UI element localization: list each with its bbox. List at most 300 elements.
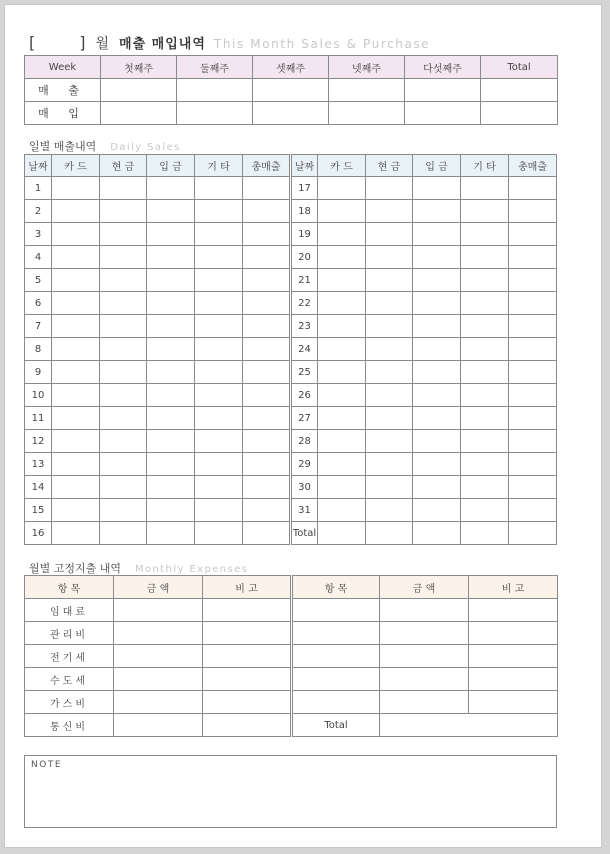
daily-amount-cell[interactable]	[195, 522, 243, 545]
daily-amount-cell[interactable]	[100, 499, 147, 522]
daily-amount-cell[interactable]	[243, 476, 291, 499]
expenses-header-remark: 비 고	[469, 576, 558, 599]
daily-amount-cell[interactable]	[147, 292, 195, 315]
daily-row	[25, 384, 557, 407]
daily-header-card: 카 드	[52, 155, 100, 177]
daily-amount-cell[interactable]	[147, 407, 195, 430]
expense-item-cell[interactable]	[292, 645, 380, 668]
daily-amount-cell[interactable]	[52, 223, 100, 246]
daily-header-cash: 현 금	[100, 155, 147, 177]
daily-amount-cell[interactable]	[461, 499, 509, 522]
day-number: 28	[291, 430, 318, 453]
daily-amount-cell[interactable]	[100, 407, 147, 430]
day-number: 25	[291, 361, 318, 384]
day-number: 27	[291, 407, 318, 430]
daily-amount-cell[interactable]	[413, 430, 461, 453]
daily-amount-cell[interactable]	[195, 476, 243, 499]
expenses-header-amount: 금 액	[114, 576, 203, 599]
daily-amount-cell[interactable]	[243, 200, 291, 223]
daily-amount-cell[interactable]	[509, 200, 557, 223]
daily-amount-cell[interactable]	[509, 292, 557, 315]
day-number: 13	[25, 453, 52, 476]
daily-amount-cell[interactable]	[52, 430, 100, 453]
daily-amount-cell[interactable]	[100, 453, 147, 476]
daily-amount-cell[interactable]	[461, 453, 509, 476]
day-number: 21	[291, 269, 318, 292]
summary-amount-cell[interactable]	[177, 102, 253, 125]
daily-row	[25, 200, 557, 223]
daily-amount-cell[interactable]	[509, 223, 557, 246]
daily-amount-cell[interactable]	[413, 269, 461, 292]
expenses-section-heading	[29, 560, 248, 576]
daily-amount-cell[interactable]	[100, 246, 147, 269]
daily-amount-cell[interactable]	[318, 384, 366, 407]
daily-amount-cell[interactable]	[461, 430, 509, 453]
daily-amount-cell[interactable]	[147, 246, 195, 269]
expenses-header-row	[25, 576, 558, 599]
daily-amount-cell[interactable]	[195, 384, 243, 407]
daily-amount-cell[interactable]	[100, 338, 147, 361]
daily-amount-cell[interactable]	[366, 361, 413, 384]
expense-amount-cell[interactable]	[380, 599, 469, 622]
summary-header-row	[25, 56, 558, 79]
daily-amount-cell[interactable]	[509, 499, 557, 522]
daily-row	[25, 522, 557, 545]
expense-remark-cell[interactable]	[203, 714, 292, 737]
daily-header-row	[25, 155, 557, 177]
day-number: 12	[25, 430, 52, 453]
daily-amount-cell[interactable]	[195, 246, 243, 269]
monthly-expenses-table	[24, 575, 558, 737]
daily-row	[25, 430, 557, 453]
daily-amount-cell[interactable]	[52, 453, 100, 476]
daily-row	[25, 476, 557, 499]
daily-amount-cell[interactable]	[318, 476, 366, 499]
daily-amount-cell[interactable]	[366, 476, 413, 499]
expense-remark-cell[interactable]	[203, 668, 292, 691]
title-english: This Month Sales & Purchase	[213, 37, 431, 51]
daily-amount-cell[interactable]	[509, 453, 557, 476]
day-number: 18	[291, 200, 318, 223]
daily-amount-cell[interactable]	[52, 177, 100, 200]
note-label: NOTE	[31, 760, 63, 770]
daily-amount-cell[interactable]	[413, 384, 461, 407]
day-number: 30	[291, 476, 318, 499]
daily-sales-table	[24, 154, 557, 545]
expense-total-cell[interactable]	[380, 714, 558, 737]
daily-amount-cell[interactable]	[413, 338, 461, 361]
daily-amount-cell[interactable]	[147, 499, 195, 522]
day-number: 5	[25, 269, 52, 292]
daily-amount-cell[interactable]	[243, 338, 291, 361]
daily-amount-cell[interactable]	[147, 269, 195, 292]
expense-amount-cell[interactable]	[114, 668, 203, 691]
daily-amount-cell[interactable]	[318, 177, 366, 200]
daily-amount-cell[interactable]	[461, 522, 509, 545]
daily-amount-cell[interactable]	[52, 384, 100, 407]
expense-amount-cell[interactable]	[380, 622, 469, 645]
expense-remark-cell[interactable]	[469, 668, 558, 691]
daily-amount-cell[interactable]	[147, 384, 195, 407]
summary-amount-cell[interactable]	[481, 79, 558, 102]
daily-row	[25, 177, 557, 200]
daily-amount-cell[interactable]	[366, 522, 413, 545]
expense-row	[25, 622, 558, 645]
expense-item-label: 전기세	[25, 645, 114, 668]
daily-amount-cell[interactable]	[147, 223, 195, 246]
daily-amount-cell[interactable]	[243, 269, 291, 292]
daily-amount-cell[interactable]	[100, 315, 147, 338]
expenses-heading-korean: 월별 고정지출 내역	[29, 562, 122, 575]
daily-header-date: 날짜	[25, 155, 52, 177]
daily-amount-cell[interactable]	[413, 499, 461, 522]
daily-amount-cell[interactable]	[413, 522, 461, 545]
daily-row	[25, 361, 557, 384]
daily-amount-cell[interactable]	[366, 430, 413, 453]
day-number: 17	[291, 177, 318, 200]
daily-amount-cell[interactable]	[509, 361, 557, 384]
daily-row	[25, 499, 557, 522]
daily-amount-cell[interactable]	[147, 315, 195, 338]
day-number: 19	[291, 223, 318, 246]
daily-amount-cell[interactable]	[318, 522, 366, 545]
day-number: 3	[25, 223, 52, 246]
day-number: 11	[25, 407, 52, 430]
daily-amount-cell[interactable]	[461, 476, 509, 499]
daily-row	[25, 338, 557, 361]
daily-amount-cell[interactable]	[243, 499, 291, 522]
daily-amount-cell[interactable]	[195, 315, 243, 338]
daily-amount-cell[interactable]	[318, 315, 366, 338]
daily-amount-cell[interactable]	[195, 499, 243, 522]
daily-amount-cell[interactable]	[100, 200, 147, 223]
day-number: 1	[25, 177, 52, 200]
daily-header-deposit: 입 금	[147, 155, 195, 177]
daily-amount-cell[interactable]	[366, 338, 413, 361]
expense-row	[25, 691, 558, 714]
daily-amount-cell[interactable]	[195, 430, 243, 453]
summary-row	[25, 102, 558, 125]
daily-amount-cell[interactable]	[147, 430, 195, 453]
expense-remark-cell[interactable]	[203, 691, 292, 714]
daily-amount-cell[interactable]	[243, 315, 291, 338]
daily-amount-cell[interactable]	[366, 177, 413, 200]
summary-amount-cell[interactable]	[481, 102, 558, 125]
daily-amount-cell[interactable]	[52, 292, 100, 315]
daily-amount-cell[interactable]	[413, 315, 461, 338]
day-number: 10	[25, 384, 52, 407]
daily-amount-cell[interactable]	[509, 407, 557, 430]
day-number: 6	[25, 292, 52, 315]
daily-amount-cell[interactable]	[195, 407, 243, 430]
daily-amount-cell[interactable]	[413, 453, 461, 476]
expense-remark-cell[interactable]	[469, 622, 558, 645]
expense-amount-cell[interactable]	[380, 691, 469, 714]
daily-amount-cell[interactable]	[195, 223, 243, 246]
daily-amount-cell[interactable]	[413, 246, 461, 269]
daily-amount-cell[interactable]	[195, 361, 243, 384]
daily-amount-cell[interactable]	[509, 246, 557, 269]
daily-row	[25, 292, 557, 315]
daily-amount-cell[interactable]	[100, 384, 147, 407]
daily-amount-cell[interactable]	[413, 200, 461, 223]
daily-amount-cell[interactable]	[195, 292, 243, 315]
expenses-header-amount: 금 액	[380, 576, 469, 599]
expense-row	[25, 668, 558, 691]
daily-amount-cell[interactable]	[243, 453, 291, 476]
expenses-header-item: 항 목	[292, 576, 380, 599]
daily-amount-cell[interactable]	[461, 223, 509, 246]
daily-amount-cell[interactable]	[413, 361, 461, 384]
daily-header-deposit: 입 금	[413, 155, 461, 177]
day-number: 2	[25, 200, 52, 223]
daily-amount-cell[interactable]	[100, 430, 147, 453]
weekly-summary-table	[24, 55, 558, 125]
daily-amount-cell[interactable]	[413, 407, 461, 430]
daily-header-cash: 현 금	[366, 155, 413, 177]
daily-amount-cell[interactable]	[509, 430, 557, 453]
expense-row	[25, 714, 558, 737]
daily-section-heading	[29, 138, 181, 154]
daily-amount-cell[interactable]	[243, 522, 291, 545]
daily-amount-cell[interactable]	[318, 361, 366, 384]
summary-amount-cell[interactable]	[329, 102, 405, 125]
day-number: 14	[25, 476, 52, 499]
expense-item-label: 수도세	[25, 668, 114, 691]
daily-amount-cell[interactable]	[366, 292, 413, 315]
day-number: 15	[25, 499, 52, 522]
daily-amount-cell[interactable]	[461, 338, 509, 361]
expenses-heading-english: Monthly Expenses	[135, 564, 249, 575]
day-number: 20	[291, 246, 318, 269]
day-number: 24	[291, 338, 318, 361]
daily-amount-cell[interactable]	[366, 384, 413, 407]
daily-amount-cell[interactable]	[318, 407, 366, 430]
summary-header-week1: 첫째주	[101, 56, 177, 79]
summary-amount-cell[interactable]	[405, 102, 481, 125]
daily-amount-cell[interactable]	[461, 177, 509, 200]
expense-amount-cell[interactable]	[380, 645, 469, 668]
daily-amount-cell[interactable]	[318, 338, 366, 361]
daily-amount-cell[interactable]	[147, 361, 195, 384]
daily-amount-cell[interactable]	[195, 200, 243, 223]
daily-amount-cell[interactable]	[195, 177, 243, 200]
daily-amount-cell[interactable]	[461, 361, 509, 384]
daily-row	[25, 453, 557, 476]
daily-amount-cell[interactable]	[243, 177, 291, 200]
expense-item-label: 관리비	[25, 622, 114, 645]
daily-amount-cell[interactable]	[195, 453, 243, 476]
daily-amount-cell[interactable]	[366, 223, 413, 246]
daily-amount-cell[interactable]	[318, 453, 366, 476]
daily-amount-cell[interactable]	[509, 315, 557, 338]
daily-amount-cell[interactable]	[243, 384, 291, 407]
daily-amount-cell[interactable]	[52, 269, 100, 292]
daily-amount-cell[interactable]	[195, 338, 243, 361]
daily-amount-cell[interactable]	[52, 522, 100, 545]
daily-amount-cell[interactable]	[100, 292, 147, 315]
daily-amount-cell[interactable]	[195, 269, 243, 292]
expense-remark-cell[interactable]	[469, 599, 558, 622]
daily-amount-cell[interactable]	[318, 200, 366, 223]
title-korean: 매출 매입내역	[119, 37, 206, 52]
daily-amount-cell[interactable]	[147, 200, 195, 223]
daily-header-total: 총매출	[509, 155, 557, 177]
summary-amount-cell[interactable]	[329, 79, 405, 102]
daily-amount-cell[interactable]	[461, 246, 509, 269]
daily-amount-cell[interactable]	[243, 223, 291, 246]
daily-amount-cell[interactable]	[509, 338, 557, 361]
summary-header-week3: 셋째주	[253, 56, 329, 79]
daily-row	[25, 223, 557, 246]
expense-amount-cell[interactable]	[114, 599, 203, 622]
daily-amount-cell[interactable]	[243, 292, 291, 315]
expense-item-cell[interactable]	[292, 691, 380, 714]
daily-amount-cell[interactable]	[243, 246, 291, 269]
expense-item-cell[interactable]	[292, 599, 380, 622]
expense-amount-cell[interactable]	[114, 691, 203, 714]
daily-amount-cell[interactable]	[52, 338, 100, 361]
day-number: 31	[291, 499, 318, 522]
expense-remark-cell[interactable]	[203, 645, 292, 668]
daily-amount-cell[interactable]	[366, 200, 413, 223]
daily-amount-cell[interactable]	[52, 200, 100, 223]
daily-amount-cell[interactable]	[366, 407, 413, 430]
daily-amount-cell[interactable]	[413, 177, 461, 200]
daily-amount-cell[interactable]	[318, 223, 366, 246]
daily-amount-cell[interactable]	[52, 361, 100, 384]
summary-amount-cell[interactable]	[405, 79, 481, 102]
daily-amount-cell[interactable]	[100, 223, 147, 246]
month-unit: 월	[95, 36, 110, 52]
expense-remark-cell[interactable]	[203, 622, 292, 645]
expense-item-cell[interactable]	[292, 622, 380, 645]
daily-amount-cell[interactable]	[366, 499, 413, 522]
daily-amount-cell[interactable]	[509, 476, 557, 499]
daily-header-other: 기 타	[195, 155, 243, 177]
daily-amount-cell[interactable]	[509, 177, 557, 200]
day-number: Total	[291, 522, 318, 545]
daily-amount-cell[interactable]	[366, 453, 413, 476]
expenses-header-item: 항 목	[25, 576, 114, 599]
daily-amount-cell[interactable]	[243, 430, 291, 453]
daily-heading-english: Daily Sales	[110, 142, 181, 153]
daily-amount-cell[interactable]	[147, 476, 195, 499]
daily-amount-cell[interactable]	[243, 361, 291, 384]
daily-amount-cell[interactable]	[318, 292, 366, 315]
daily-amount-cell[interactable]	[147, 177, 195, 200]
summary-amount-cell[interactable]	[101, 102, 177, 125]
summary-header-week5: 다섯째주	[405, 56, 481, 79]
summary-header-week4: 넷째주	[329, 56, 405, 79]
summary-amount-cell[interactable]	[101, 79, 177, 102]
summary-amount-cell[interactable]	[177, 79, 253, 102]
summary-row-label: 매 출	[25, 79, 101, 102]
daily-amount-cell[interactable]	[461, 407, 509, 430]
expense-amount-cell[interactable]	[114, 645, 203, 668]
month-bracket-open: [	[29, 33, 36, 52]
expense-amount-cell[interactable]	[114, 714, 203, 737]
daily-row	[25, 315, 557, 338]
expense-item-label: 임대료	[25, 599, 114, 622]
expense-item-cell[interactable]	[292, 668, 380, 691]
daily-amount-cell[interactable]	[100, 177, 147, 200]
daily-amount-cell[interactable]	[100, 269, 147, 292]
daily-row	[25, 269, 557, 292]
daily-amount-cell[interactable]	[52, 499, 100, 522]
document-page	[4, 4, 602, 848]
expense-amount-cell[interactable]	[380, 668, 469, 691]
expense-remark-cell[interactable]	[469, 645, 558, 668]
day-number: 26	[291, 384, 318, 407]
daily-amount-cell[interactable]	[509, 522, 557, 545]
day-number: 4	[25, 246, 52, 269]
daily-amount-cell[interactable]	[100, 361, 147, 384]
expense-amount-cell[interactable]	[114, 622, 203, 645]
daily-amount-cell[interactable]	[461, 315, 509, 338]
day-number: 9	[25, 361, 52, 384]
day-number: 7	[25, 315, 52, 338]
expense-remark-cell[interactable]	[203, 599, 292, 622]
daily-amount-cell[interactable]	[147, 338, 195, 361]
daily-amount-cell[interactable]	[52, 246, 100, 269]
summary-row	[25, 79, 558, 102]
summary-header-week2: 둘째주	[177, 56, 253, 79]
daily-amount-cell[interactable]	[318, 269, 366, 292]
daily-amount-cell[interactable]	[461, 384, 509, 407]
daily-amount-cell[interactable]	[461, 200, 509, 223]
summary-amount-cell[interactable]	[253, 79, 329, 102]
expenses-header-remark: 비 고	[203, 576, 292, 599]
expense-row	[25, 599, 558, 622]
daily-row	[25, 246, 557, 269]
note-box[interactable]	[24, 755, 557, 828]
daily-amount-cell[interactable]	[318, 430, 366, 453]
daily-amount-cell[interactable]	[366, 246, 413, 269]
daily-amount-cell[interactable]	[52, 407, 100, 430]
daily-amount-cell[interactable]	[509, 384, 557, 407]
daily-amount-cell[interactable]	[366, 269, 413, 292]
expense-row	[25, 645, 558, 668]
daily-header-other: 기 타	[461, 155, 509, 177]
summary-amount-cell[interactable]	[253, 102, 329, 125]
month-bracket-close: ]	[79, 33, 86, 52]
daily-amount-cell[interactable]	[318, 246, 366, 269]
daily-amount-cell[interactable]	[147, 453, 195, 476]
daily-amount-cell[interactable]	[147, 522, 195, 545]
daily-row	[25, 407, 557, 430]
daily-amount-cell[interactable]	[366, 315, 413, 338]
daily-amount-cell[interactable]	[461, 269, 509, 292]
summary-header-week: Week	[25, 56, 101, 79]
expense-total-label: Total	[292, 714, 380, 737]
daily-amount-cell[interactable]	[100, 476, 147, 499]
daily-amount-cell[interactable]	[318, 499, 366, 522]
daily-amount-cell[interactable]	[243, 407, 291, 430]
daily-amount-cell[interactable]	[413, 223, 461, 246]
daily-amount-cell[interactable]	[100, 522, 147, 545]
daily-amount-cell[interactable]	[52, 315, 100, 338]
expense-item-label: 가스비	[25, 691, 114, 714]
daily-amount-cell[interactable]	[52, 476, 100, 499]
daily-amount-cell[interactable]	[413, 476, 461, 499]
daily-amount-cell[interactable]	[461, 292, 509, 315]
page-title	[29, 33, 430, 53]
daily-amount-cell[interactable]	[509, 269, 557, 292]
expense-item-label: 통신비	[25, 714, 114, 737]
daily-amount-cell[interactable]	[413, 292, 461, 315]
expense-remark-cell[interactable]	[469, 691, 558, 714]
